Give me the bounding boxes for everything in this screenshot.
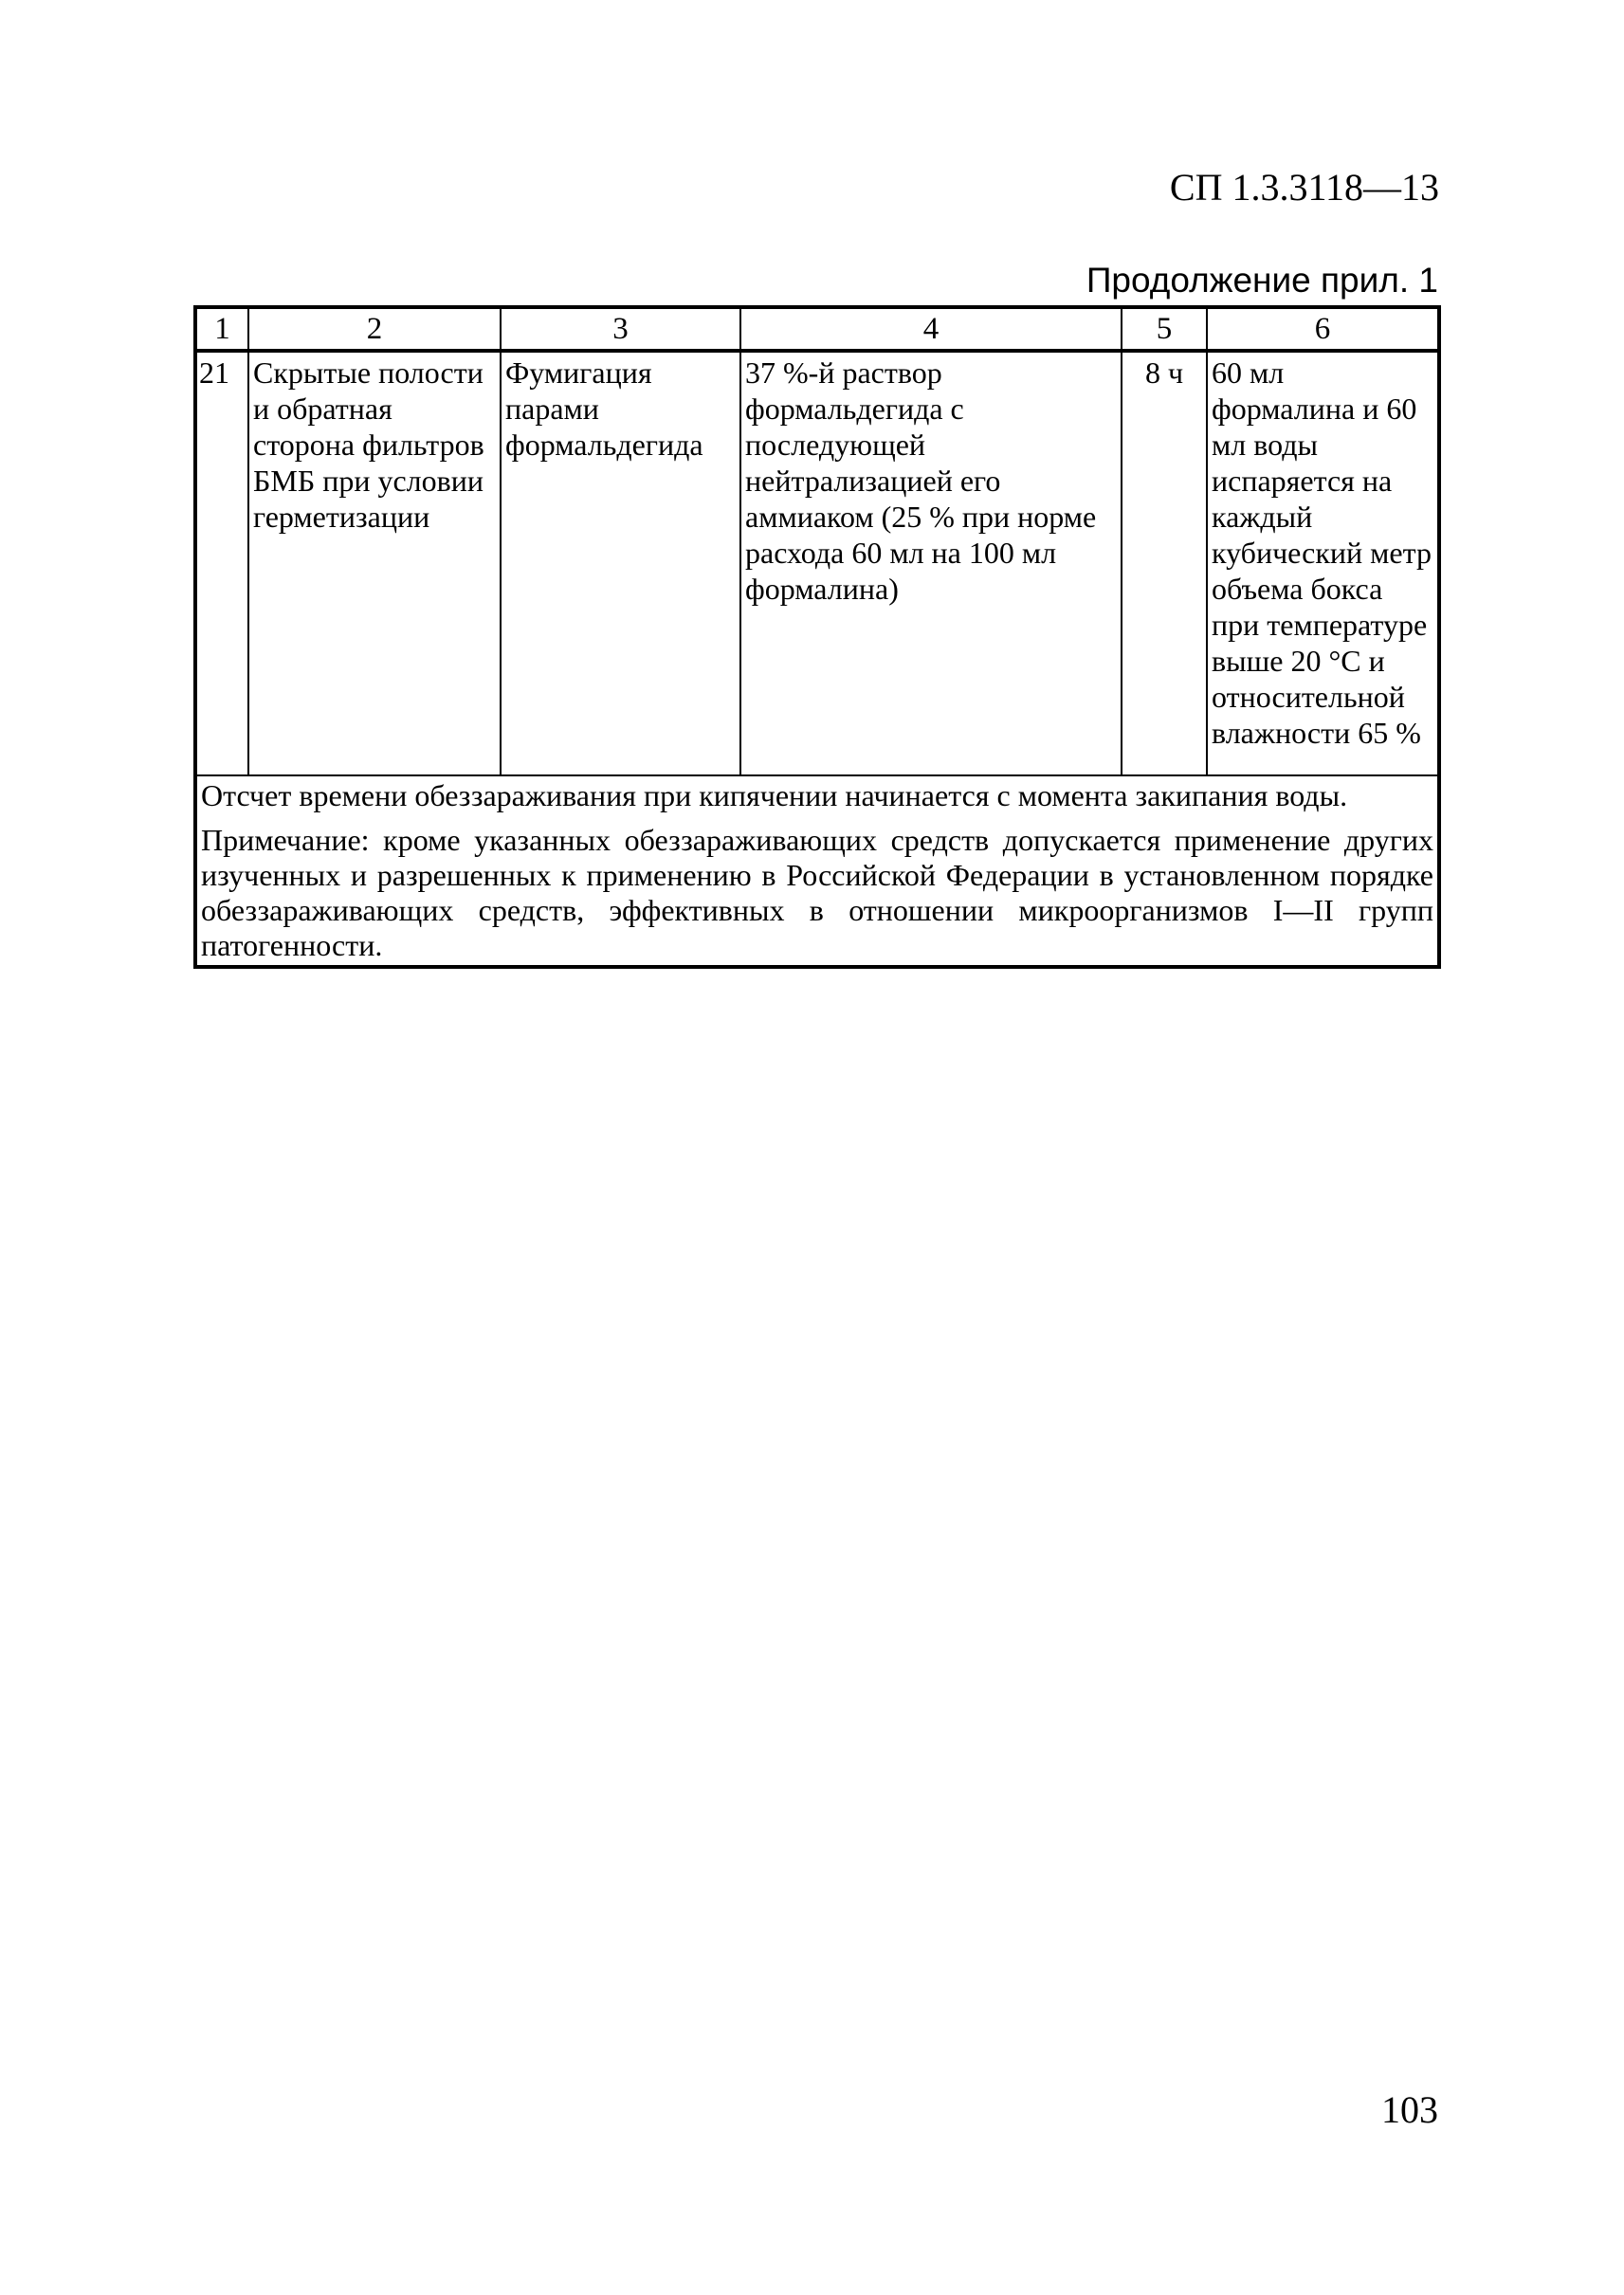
continuation-label: Продолжение прил. 1 <box>1086 261 1438 300</box>
table-header-row <box>195 307 1439 351</box>
row-number: 21 <box>195 351 248 775</box>
table-row <box>195 351 1439 775</box>
page-number: 103 <box>1381 2088 1438 2131</box>
norm-cell: 60 мл формалина и 60 мл воды испаряется на каждый кубический метр объема бокса при температуре выше 20 °С и относительной влажности 65 % <box>1207 351 1439 775</box>
column-header: 1 <box>195 307 248 351</box>
notes-row <box>195 775 1439 967</box>
document-code: СП 1.3.3118—13 <box>1169 166 1439 209</box>
column-header: 6 <box>1207 307 1439 351</box>
column-header: 5 <box>1122 307 1207 351</box>
method-cell: Фумигация парами формальдегида <box>501 351 740 775</box>
column-header: 3 <box>501 307 740 351</box>
column-header: 2 <box>248 307 501 351</box>
column-header: 4 <box>740 307 1122 351</box>
agent-cell: 37 %-й раствор формальдегида с последующей нейтрализацией его аммиаком (25 % при норме расхода 60 мл на 100 мл формалина) <box>740 351 1122 775</box>
object-cell: Скрытые полости и обратная сторона фильтров БМБ при условии герметизации <box>248 351 501 775</box>
disinfection-table <box>193 305 1441 969</box>
boiling-note: Отсчет времени обеззараживания при кипячении начинается с момента закипания воды. <box>201 778 1348 812</box>
exposure-time-cell: 8 ч <box>1122 351 1207 775</box>
remark-note: Примечание: кроме указанных обеззараживающих средств допускается применение других изученных и разрешенных к применению в Российской Федерации в установленном порядке обеззараживающих средств, эффективных в отношении микроорганизмов I—II групп патогенности. <box>201 823 1433 962</box>
